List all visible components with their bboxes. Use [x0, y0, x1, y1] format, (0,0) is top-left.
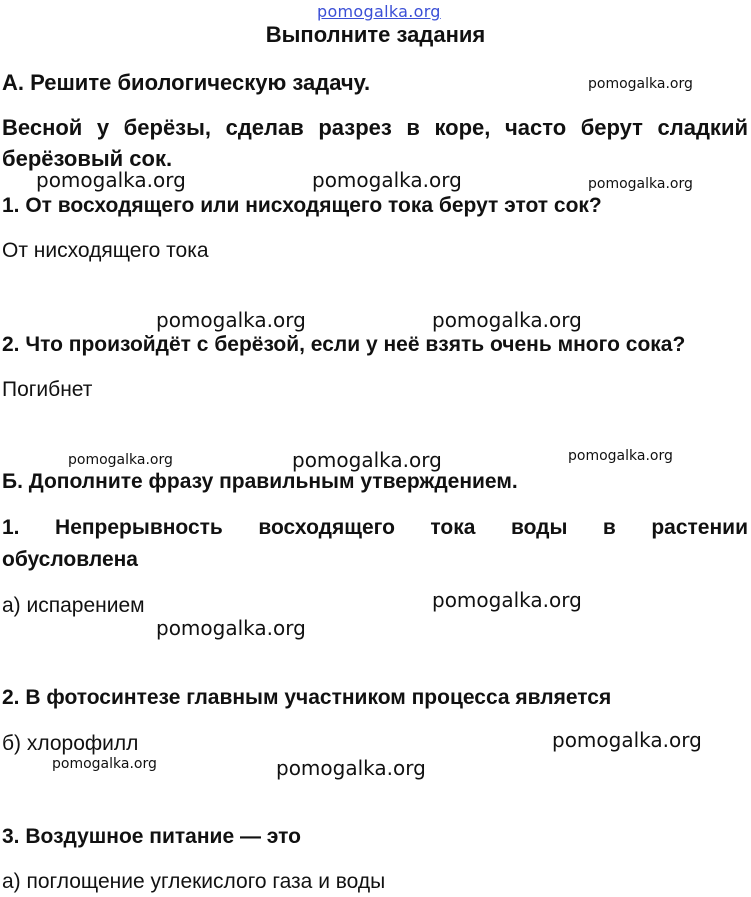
section-b-answer-2: б) хлорофилл: [2, 732, 139, 755]
section-b-question-3: 3. Воздушное питание — это: [2, 825, 301, 848]
section-a-heading: А. Решите биологическую задачу.: [2, 70, 371, 95]
page-title: Выполните задания: [265, 22, 486, 47]
watermark: pomogalka.org: [52, 756, 157, 772]
section-b-answer-3: а) поглощение углекислого газа и воды: [2, 870, 386, 893]
section-a-answer-1: От нисходящего тока: [2, 239, 209, 262]
section-a-question-2: 2. Что произойдёт с берёзой, если у неё взять очень много сока?: [2, 333, 686, 356]
watermark: pomogalka.org: [312, 168, 462, 192]
watermark: pomogalka.org: [36, 168, 186, 192]
watermark: pomogalka.org: [156, 616, 306, 640]
watermark: pomogalka.org: [276, 756, 426, 780]
section-a-answer-2: Погибнет: [2, 378, 93, 401]
watermark-top: pomogalka.org: [317, 2, 441, 21]
watermark: pomogalka.org: [68, 452, 173, 468]
section-a-question-1: 1. От восходящего или нисходящего тока берут этот сок?: [2, 194, 602, 217]
section-b-question-2: 2. В фотосинтезе главным участником процесса является: [2, 686, 612, 709]
watermark: pomogalka.org: [568, 448, 673, 464]
section-b-question-1-line2: обусловлена: [2, 548, 138, 571]
watermark: pomogalka.org: [552, 728, 702, 752]
section-a-intro-line1: Весной у берёзы, сделав разрез в коре, часто берут сладкий: [2, 115, 748, 140]
watermark: pomogalka.org: [588, 176, 693, 192]
section-b-heading: Б. Дополните фразу правильным утверждением.: [2, 470, 518, 493]
watermark: pomogalka.org: [292, 448, 442, 472]
watermark: pomogalka.org: [432, 588, 582, 612]
watermark: pomogalka.org: [588, 76, 693, 92]
section-b-question-1-line1: 1. Непрерывность восходящего тока воды в растении: [2, 516, 748, 539]
section-a-intro-line2: берёзовый сок.: [2, 146, 173, 171]
section-b-answer-1: а) испарением: [2, 594, 145, 617]
watermark: pomogalka.org: [432, 308, 582, 332]
watermark: pomogalka.org: [156, 308, 306, 332]
